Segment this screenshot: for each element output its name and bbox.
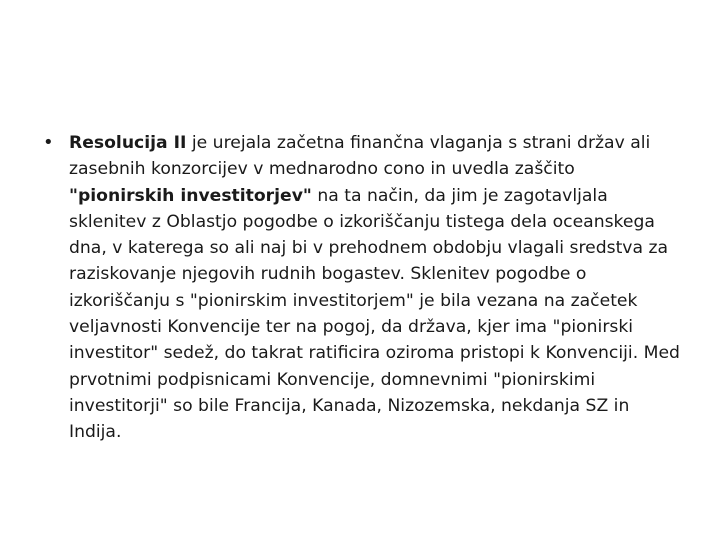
bullet-paragraph — [43, 130, 683, 446]
bullet-icon: • — [43, 132, 54, 153]
paragraph-segment-1: je urejala začetna finančna vlaganja s strani držav ali zasebnih konzorcijev v mednarodno cono in uvedla zaščito — [69, 133, 651, 180]
paragraph-text — [69, 130, 683, 446]
resolution-title: Resolucija II — [69, 133, 187, 153]
paragraph-segment-2: na ta način, da jim je zagotavljala sklenitev z Oblastjo pogodbe o izkoriščanju tistega dela oceanskega dna, v katerega so ali naj bi v prehodnem obdobju vlagali sredstva za raziskovanje njegovih rudnih bogastev. Sklenitev pogodbe o izkoriščanju s "pionirskim investitorjem" je bila vezana na začetek veljavnosti Konvencije ter na pogoj, da država, kjer ima "pionirski investitor" sedež, do takrat ratificira oziroma pristopi k Konvenciji. Med prvotnimi podpisnicami Konvencije, domnevnimi "pionirskimi investitorji" so bile Francija, Kanada, Nizozemska, nekdanja SZ in Indija. — [69, 185, 680, 443]
pioneer-investors-term: "pionirskih investitorjev" — [69, 185, 312, 206]
